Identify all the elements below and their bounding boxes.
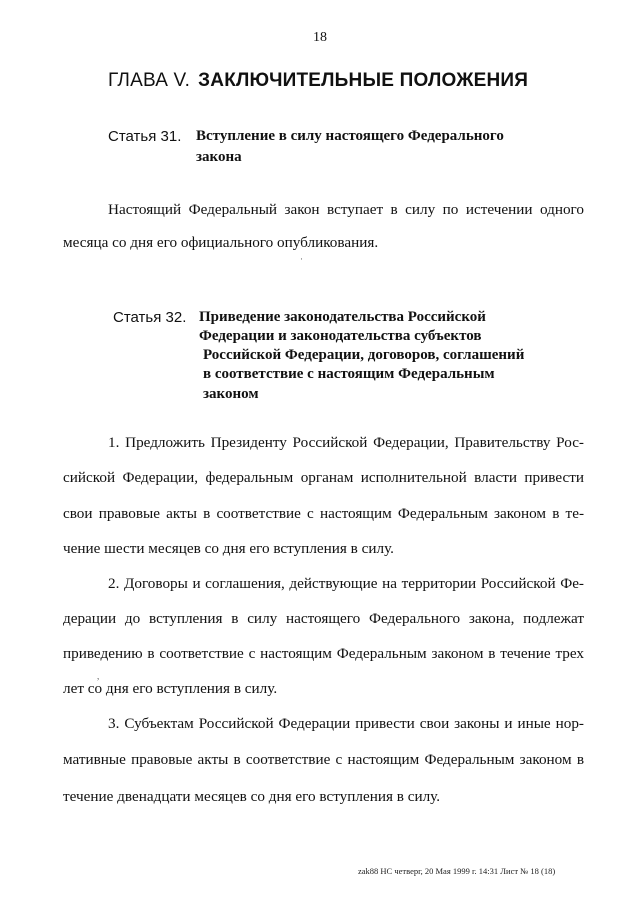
article-32-title-line: Российской Федерации, договоров, соглашений <box>203 347 525 363</box>
paragraph-2-line: приведению в соответствие с настоящим Федеральным законом в течение трех <box>63 645 584 662</box>
article-32-title-line: Федерации и законодательства субъектов <box>199 328 482 344</box>
scan-speck: · <box>300 254 303 264</box>
article-32-title-line: в соответствие с настоящим Федеральным <box>203 366 495 382</box>
paragraph-3-line: 3. Субъектам Российской Федерации привести свои законы и иные нор- <box>108 715 584 732</box>
paragraph-2-line: 2. Договоры и соглашения, действующие на территории Российской Фе- <box>108 575 584 592</box>
paragraph-1-line: чение шести месяцев со дня его вступления в силу. <box>63 540 394 557</box>
article-31-title-line: Вступление в силу настоящего Федерального <box>196 128 504 144</box>
paragraph-1-line: свои правовые акты в соответствие с настоящим Федеральным законом в те- <box>63 505 584 522</box>
article-31-title-line: закона <box>196 149 242 165</box>
chapter-heading <box>108 70 528 92</box>
article-32-label: Статья 32. <box>113 309 187 326</box>
article-32-title-line: Приведение законодательства Российской <box>199 309 486 325</box>
page-number: 18 <box>313 30 327 45</box>
paragraph-2-line: лет со дня его вступления в силу. <box>63 680 278 697</box>
article-31-label: Статья 31. <box>108 128 182 145</box>
page-footer: zak88 НС четверг, 20 Мая 1999 г. 14:31 Лист № 18 (18) <box>358 866 556 876</box>
paragraph-1-line: 1. Предложить Президенту Российской Федерации, Правительству Рос- <box>108 434 584 451</box>
chapter-title: ЗАКЛЮЧИТЕЛЬНЫЕ ПОЛОЖЕНИЯ <box>198 70 529 91</box>
paragraph-3-line: течение двенадцати месяцев со дня его вступления в силу. <box>63 788 441 805</box>
scan-speck: , <box>97 671 100 681</box>
article-31-text-line: Настоящий Федеральный закон вступает в силу по истечении одного <box>108 201 584 218</box>
chapter-label: ГЛАВА V. <box>108 70 191 91</box>
article-31-text-line: месяца со дня его официального опубликования. <box>63 234 379 251</box>
paragraph-2-line: дерации до вступления в силу настоящего Федерального закона, подлежат <box>63 610 584 627</box>
paragraph-3-line: мативные правовые акты в соответствие с настоящим Федеральным законом в <box>63 751 584 768</box>
paragraph-1-line: сийской Федерации, федеральным органам исполнительной власти привести <box>63 469 584 486</box>
article-32-title-line: законом <box>203 386 259 402</box>
